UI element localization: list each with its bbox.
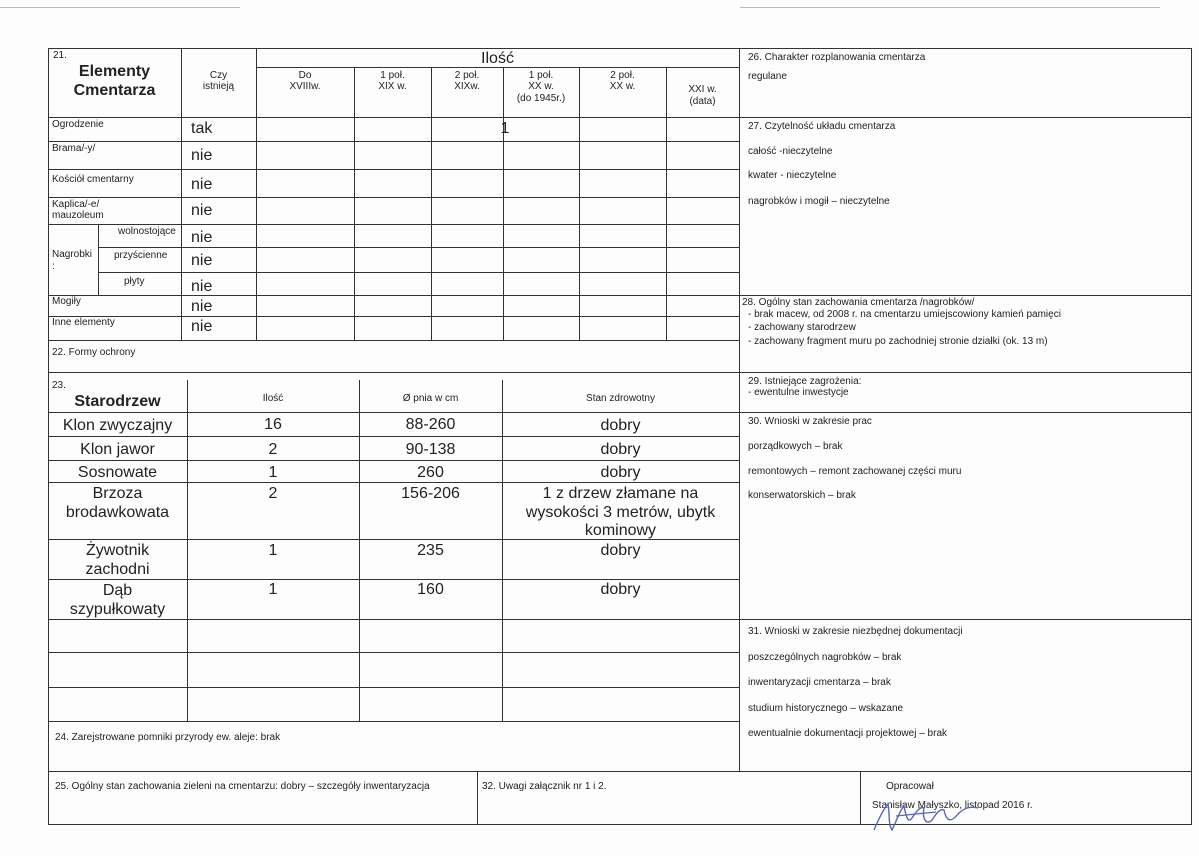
section-value: remontowych – remont zachowanej części muru [748,466,962,477]
tree-name: szypułkowaty [69,601,166,618]
column-header: XIXw. [454,81,480,92]
section-title: Elementy [78,63,151,80]
section-title: 32. Uwagi załącznik nr 1 i 2. [482,781,607,792]
tree-state: kominowy [584,522,657,539]
section-value: studium historycznego – wskazane [748,703,904,714]
column-header: Ø pnia w cm [402,393,459,404]
tree-diameter: 160 [417,581,444,598]
tree-count: 1 [268,581,278,598]
row-label: Nagrobki [52,249,93,260]
author-name: Stanisław Małyszko, listopad 2016 r. [872,800,1033,811]
row-line [48,412,739,413]
row-label: Ogrodzenie [52,119,104,130]
author-label: Opracował [886,781,934,792]
row-line [739,117,1192,118]
exists-value: nie [191,202,213,219]
column-header: Ilość [262,393,284,404]
row-line [48,372,739,373]
column-header: XX w. [528,81,554,92]
section-number: 21. [53,50,67,61]
row-line [48,197,739,198]
column-header: Do [298,70,312,81]
section-value: ewentualnie dokumentacji projektowej – brak [748,728,948,739]
row-label: Kościół cmentarny [52,174,134,185]
section-title: Cmentarza [73,82,156,99]
exists-value: nie [191,176,213,193]
tree-name: Klon zwyczajny [62,417,173,434]
tree-diameter: 156-206 [401,485,460,502]
row-line [48,295,739,296]
section-value: poszczególnych nagrobków – brak [748,652,902,663]
col-line [431,67,432,340]
column-header: 2 poł. [610,70,635,81]
section-title: 27. Czytelność układu cmentarza [748,121,896,132]
section-value: inwentaryzacji cmentarza – brak [748,677,891,688]
tree-diameter: 90-138 [405,441,456,458]
col-line [354,67,355,340]
section-title: 30. Wnioski w zakresie prac [748,416,872,427]
exists-value: nie [191,298,213,315]
table-border [1191,48,1192,825]
tree-state: dobry [600,464,641,481]
tree-state: 1 z drzew złamane na [542,485,699,502]
table-border [48,824,1192,825]
section-value: - zachowany starodrzew [748,322,856,333]
row-label: przyścienne [114,250,168,261]
tree-state: dobry [600,542,641,559]
row-line [48,340,739,341]
quantity-value: 1 [500,120,510,137]
col-line [579,67,580,340]
exists-value: nie [191,229,213,246]
section-value: całość -nieczytelne [748,146,833,157]
section-number: 23. [52,380,66,391]
column-header: (data) [689,96,716,107]
section-value: - ewentulne inwestycje [748,387,849,398]
col-line [860,771,861,824]
exists-value: nie [191,318,213,335]
section-title: 22. Formy ochrony [52,347,136,358]
row-line [739,412,1192,413]
exists-value: nie [191,278,213,295]
section-title: Starodrzew [74,393,161,410]
tree-name: Brzoza [92,485,143,502]
row-label: : [52,261,55,272]
tree-name: Dąb [102,582,133,599]
ilosc-header: Ilość [481,50,514,67]
section-value: konserwatorskich – brak [748,490,856,501]
row-line [48,169,739,170]
column-header: istnieją [202,81,235,92]
tree-state: wysokości 3 metrów, ubytk [525,504,716,521]
table-divider [739,48,740,771]
row-line [48,141,739,142]
row-line [98,272,739,273]
row-line [48,721,739,722]
row-line [739,295,1192,296]
column-header: 1 poł. [380,70,405,81]
section-title: 28. Ogólny stan zachowania cmentarza /nagrobków/ [742,297,975,308]
section-title: 24. Zarejstrowane pomniki przyrody ew. aleje: brak [55,732,281,743]
tree-name: brodawkowata [65,504,170,521]
row-label: Brama/-y/ [52,143,96,154]
column-header: 2 poł. [454,70,480,81]
tree-state: dobry [600,417,641,434]
tree-name: Klon jawor [80,441,155,458]
row-line [48,436,739,437]
column-header: Czy [209,70,228,81]
section-title: 25. Ogólny stan zachowania zieleni na cmentarzu: dobry – szczegóły inwentaryzacja [55,781,430,792]
tree-state: dobry [600,581,641,598]
col-line [98,224,99,295]
row-line [48,619,739,620]
exists-value: tak [191,120,213,137]
section-title: 29. Istniejące zagrożenia: [748,376,862,387]
column-header: XIX w. [378,81,407,92]
tree-diameter: 88-260 [405,416,456,433]
tree-name: zachodni [85,561,150,578]
row-line [48,652,739,653]
row-line [48,771,1192,772]
row-line [739,372,1192,373]
section-value: - brak macew, od 2008 r. na cmentarzu umiejscowiony kamień pamięci [748,309,1061,320]
exists-value: nie [191,252,213,269]
column-header: Stan zdrowotny [586,393,655,404]
row-label: mauzoleum [52,210,104,221]
col-line [503,67,504,340]
row-label: Mogiły [52,296,81,307]
tree-count: 16 [264,416,282,433]
row-label: Inne elementy [52,317,115,328]
section-value: kwater - nieczytelne [748,170,837,181]
col-line [477,771,478,824]
row-line [48,482,739,483]
section-value: nagrobków i mogił – nieczytelne [748,196,890,207]
column-header: (do 1945r.) [516,93,566,104]
column-header: XXI w. [688,84,717,95]
row-label: wolnostojące [118,226,176,237]
column-header: XX w. [609,81,636,92]
row-line [739,619,1192,620]
row-line [48,224,739,225]
tree-count: 1 [268,542,278,559]
section-title: 26. Charakter rozplanowania cmentarza [748,52,926,63]
row-line [98,247,739,248]
tree-diameter: 260 [417,464,444,481]
row-label: płyty [124,276,145,287]
row-line [48,460,739,461]
section-value: regulane [748,71,787,82]
tree-count: 2 [268,485,278,502]
row-line [48,316,739,317]
tree-diameter: 235 [417,542,444,559]
tree-name: Żywotnik [85,542,150,559]
scan-artifact [740,7,1160,8]
row-label: Kaplica/-e/ [52,199,100,210]
tree-count: 2 [268,441,278,458]
section-title: 31. Wnioski w zakresie niezbędnej dokumentacji [748,626,963,637]
section-value: porządkowych – brak [748,441,843,452]
scan-artifact [0,7,240,8]
exists-value: nie [191,147,213,164]
tree-count: 1 [268,464,278,481]
row-line [48,687,739,688]
tree-state: dobry [600,441,641,458]
column-header: 1 poł. [528,70,554,81]
tree-name: Sosnowate [77,464,158,481]
section-value: - zachowany fragment muru po zachodniej stronie działki (ok. 13 m) [748,336,1048,347]
signature-icon [866,796,986,836]
row-line [48,117,739,118]
column-header: XVIIIw. [289,81,321,92]
